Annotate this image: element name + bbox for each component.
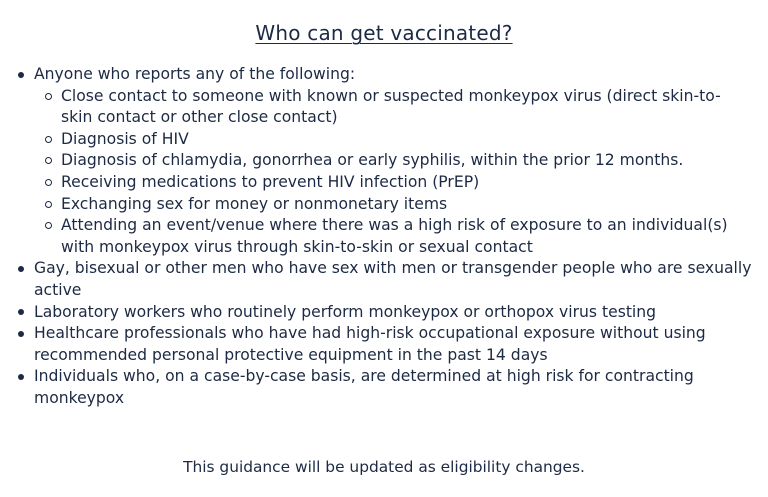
sub-list-item-text: Exchanging sex for money or nonmonetary items xyxy=(61,194,448,213)
sub-list-item xyxy=(34,194,756,216)
bullet-icon xyxy=(18,266,24,272)
sub-list-item xyxy=(34,150,756,172)
bullet-icon xyxy=(18,309,24,315)
sub-list-item-text: Close contact to someone with known or suspected monkeypox virus (direct skin-to-skin contact or other close contact) xyxy=(61,86,721,127)
list-item xyxy=(16,258,756,301)
hollow-bullet-icon xyxy=(45,93,52,100)
bullet-icon xyxy=(18,72,24,78)
list-item xyxy=(16,366,756,409)
sub-list xyxy=(34,86,756,259)
footer-note: This guidance will be updated as eligibility changes. xyxy=(183,458,585,476)
hollow-bullet-icon xyxy=(45,201,52,208)
list-item-text: Individuals who, on a case-by-case basis, are determined at high risk for contracting monkeypox xyxy=(34,367,694,407)
list-item xyxy=(16,64,756,258)
sub-list-item xyxy=(34,86,756,129)
sub-list-item-text: Diagnosis of HIV xyxy=(61,129,189,148)
list-item-text: Gay, bisexual or other men who have sex with men or transgender people who are sexually active xyxy=(34,259,752,299)
eligibility-list xyxy=(16,64,756,410)
hollow-bullet-icon xyxy=(45,136,52,143)
list-item xyxy=(16,302,756,324)
hollow-bullet-icon xyxy=(45,179,52,186)
sub-list-item-text: Diagnosis of chlamydia, gonorrhea or early syphilis, within the prior 12 months. xyxy=(61,151,684,170)
hollow-bullet-icon xyxy=(45,222,52,229)
sub-list-item xyxy=(34,129,756,151)
sub-list-item-text: Attending an event/venue where there was a high risk of exposure to an individual(s) with monkeypox virus through skin-to-skin or sexual contact xyxy=(61,216,728,256)
hollow-bullet-icon xyxy=(45,157,52,164)
sub-list-item xyxy=(34,215,756,258)
sub-list-item-text: Receiving medications to prevent HIV infection (PrEP) xyxy=(61,172,480,191)
bullet-icon xyxy=(18,374,24,380)
list-item-text: Anyone who reports any of the following: xyxy=(34,65,356,83)
sub-list-item xyxy=(34,172,756,194)
list-item-text: Healthcare professionals who have had high-risk occupational exposure without using recommended personal protective equipment in the past 14 days xyxy=(34,324,706,364)
list-item-text: Laboratory workers who routinely perform monkeypox or orthopox virus testing xyxy=(34,302,657,321)
page-title: Who can get vaccinated? xyxy=(255,21,513,45)
bullet-icon xyxy=(18,331,24,337)
list-item xyxy=(16,323,756,366)
